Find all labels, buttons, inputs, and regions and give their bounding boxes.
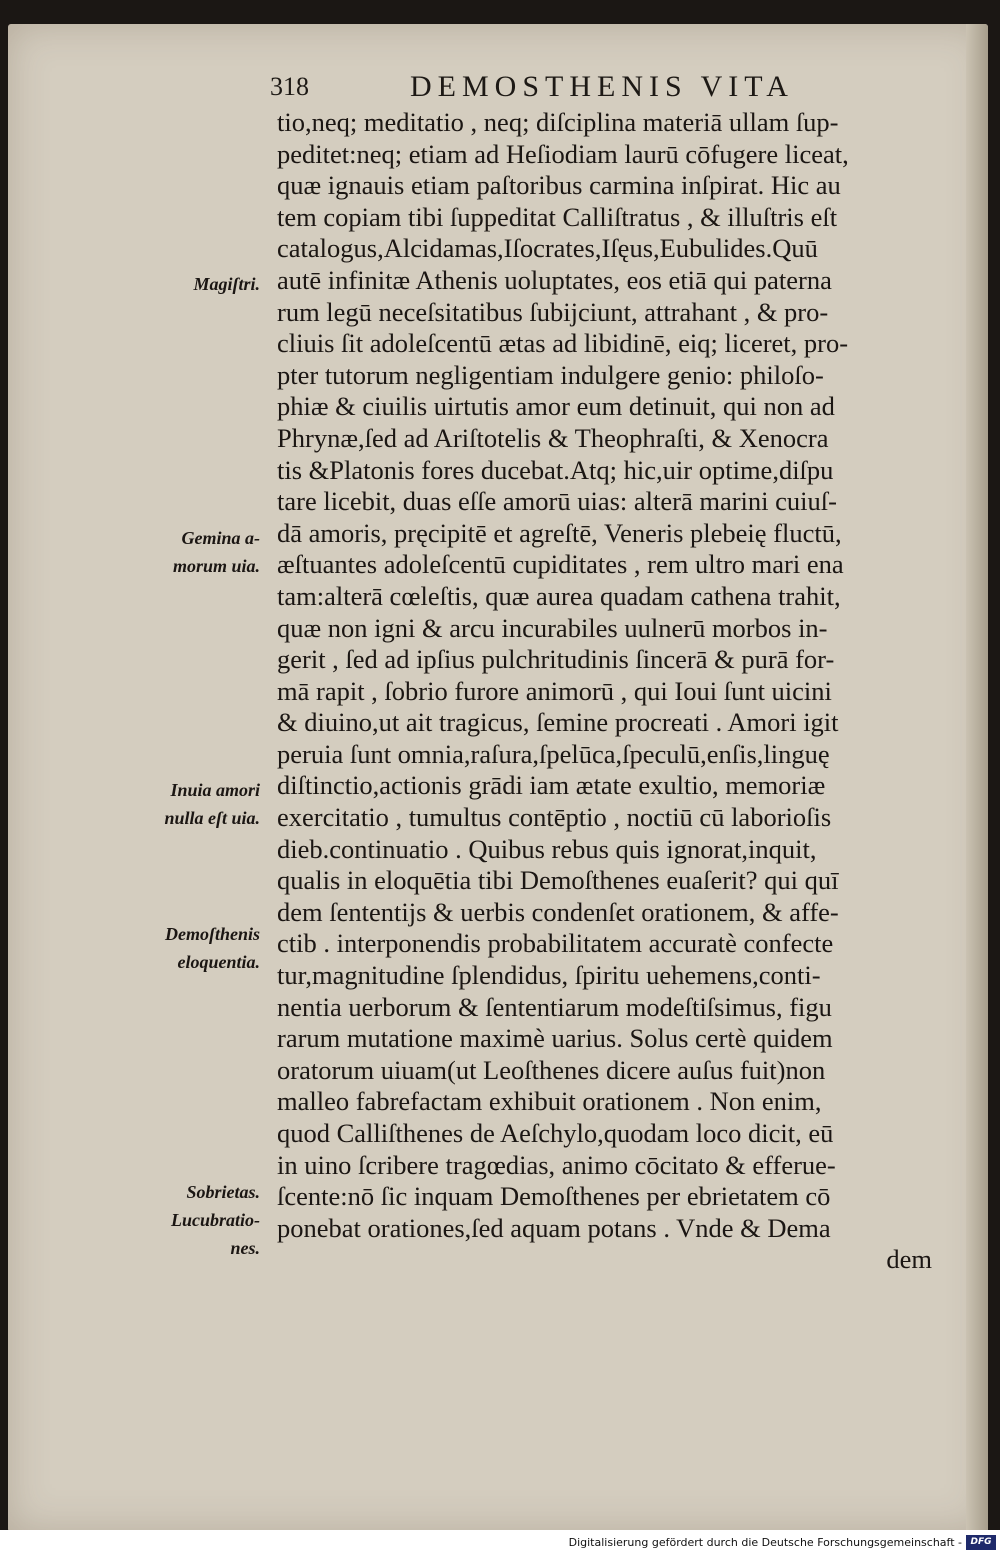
text-line: autē infinitæ Athenis uoluptates, eos etiā qui paterna — [277, 264, 832, 295]
margin-note-line: Demoſthenis — [164, 924, 260, 944]
text-line: æſtuantes adoleſcentū cupiditates , rem ultro mari ena — [277, 549, 844, 580]
main-text-block — [277, 107, 932, 1276]
text-line: quæ non igni & arcu incurabiles uulnerū morbos in- — [277, 612, 828, 643]
text-line: tem copiam tibi ſuppeditat Calliſtratus , & illuſtris eſt — [277, 201, 838, 232]
text-line: quæ ignauis etiam paſtoribus carmina inſpirat. Hic au — [277, 170, 841, 201]
text-line: tam:alterā cœleſtis, quæ aurea quadam cathena trahit, — [277, 580, 841, 611]
text-line: qualis in eloquētia tibi Demoſthenes euaſerit? qui quī — [277, 865, 839, 896]
text-line: diſtinctio,actionis grādi iam ætate exultio, memoriæ — [277, 770, 826, 801]
text-line: rum legū neceſsitatibus ſubijciunt, attrahant , & pro- — [277, 296, 829, 327]
text-line: dieb.continuatio . Quibus rebus quis ignorat,inquit, — [277, 833, 817, 864]
text-line: tio,neq; meditatio , neq; diſciplina materiā ullam ſup- — [277, 107, 839, 137]
dfg-logo: DFG — [966, 1535, 996, 1550]
margin-note-line: Lucubratio- — [170, 1210, 260, 1230]
text-line: ſcente:nō ſic inquam Demoſthenes per ebrietatem cō — [277, 1181, 831, 1212]
text-line: tis &Platonis fores ducebat.Atq; hic,uir optime,diſpu — [277, 454, 834, 485]
text-line: dā amoris, pręcipitē et agreſtē, Veneris plebeię fluctū, — [277, 517, 842, 548]
text-line: gerit , ſed ad ipſius pulchritudinis ſincerā & purā for- — [277, 644, 835, 675]
margin-note-line: Magiſtri. — [193, 274, 260, 294]
text-line: ponebat orationes,ſed aquam potans . Vnde & Dema — [277, 1212, 831, 1243]
margin-note-line: Gemina a- — [181, 528, 260, 548]
margin-note-demosthenis-eloquentia — [130, 920, 260, 976]
text-line: nentia uerborum & ſententiarum modeſtiſsimus, figu — [277, 991, 832, 1022]
page-edge-shadow — [966, 24, 988, 1532]
text-line: mā rapit , ſobrio furore animorū , qui Ioui ſunt uicini — [277, 675, 832, 706]
text-line: dem ſententijs & uerbis condenſet orationem, & affe- — [277, 896, 839, 927]
text-line: pter tutorum negligentiam indulgere genio: philoſo- — [277, 359, 824, 390]
text-line: peruia ſunt omnia,raſura,ſpelūca,ſpeculū,enſis,linguę — [277, 738, 830, 769]
margin-note-line: Sobrietas. — [186, 1182, 260, 1202]
text-line: tur,magnitudine ſplendidus, ſpiritu uehemens,conti- — [277, 960, 821, 991]
text-line: cliuis ſit adoleſcentū ætas ad libidinē, eiq; liceret, pro- — [277, 328, 849, 359]
running-head — [270, 70, 870, 110]
catchword: dem — [886, 1244, 932, 1275]
margin-note-line: nes. — [230, 1238, 260, 1258]
page-number: 318 — [270, 72, 309, 101]
text-line: ctib . interponendis probabilitatem accuratè confecte — [277, 928, 834, 959]
text-line: phiæ & ciuilis uirtutis amor eum detinuit, qui non ad — [277, 391, 835, 422]
text-line: malleo fabrefactam exhibuit orationem . Non enim, — [277, 1086, 822, 1117]
text-line: exercitatio , tumultus contēptio , noctiū cū laborioſis — [277, 802, 832, 833]
text-line: quod Calliſthenes de Aeſchylo,quodam loco dicit, eū — [277, 1118, 834, 1148]
margin-note-line: Inuia amori — [170, 780, 260, 800]
text-line: peditet:neq; etiam ad Heſiodiam laurū cōfugere liceat, — [277, 138, 849, 169]
text-line: catalogus,Alcidamas,Iſocrates,Iſęus,Eubulides.Quū — [277, 233, 818, 264]
margin-note-sobrietas — [130, 1178, 260, 1262]
text-line: rarum mutatione maximè uarius. Solus certè quidem — [277, 1023, 833, 1054]
margin-note-gemina-amorum-uia — [130, 524, 260, 580]
margin-note-magistri — [130, 270, 260, 298]
funding-credit: Digitalisierung gefördert durch die Deutsche Forschungsgemeinschaft - — [568, 1536, 962, 1549]
margin-note-line: eloquentia. — [177, 952, 260, 972]
text-line: Phrynæ,ſed ad Ariſtotelis & Theophraſti, & Xenocra — [277, 422, 829, 453]
margin-note-inuia-amori — [130, 776, 260, 832]
margin-note-line: morum uia. — [172, 556, 260, 576]
text-line: tare licebit, duas eſſe amorū uias: alterā marini cuiuſ- — [277, 486, 837, 517]
text-line: in uino ſcribere tragœdias, animo cōcitato & efferue- — [277, 1149, 836, 1180]
running-title: DEMOSTHENIS VITA — [410, 70, 794, 103]
margin-note-line: nulla eſt uia. — [164, 808, 260, 828]
digitization-footer — [0, 1530, 1000, 1558]
text-line: & diuino,ut ait tragicus, ſemine procreati . Amori igit — [277, 707, 839, 738]
text-line: oratorum uiuam(ut Leoſthenes dicere auſus fuit)non — [277, 1054, 826, 1085]
